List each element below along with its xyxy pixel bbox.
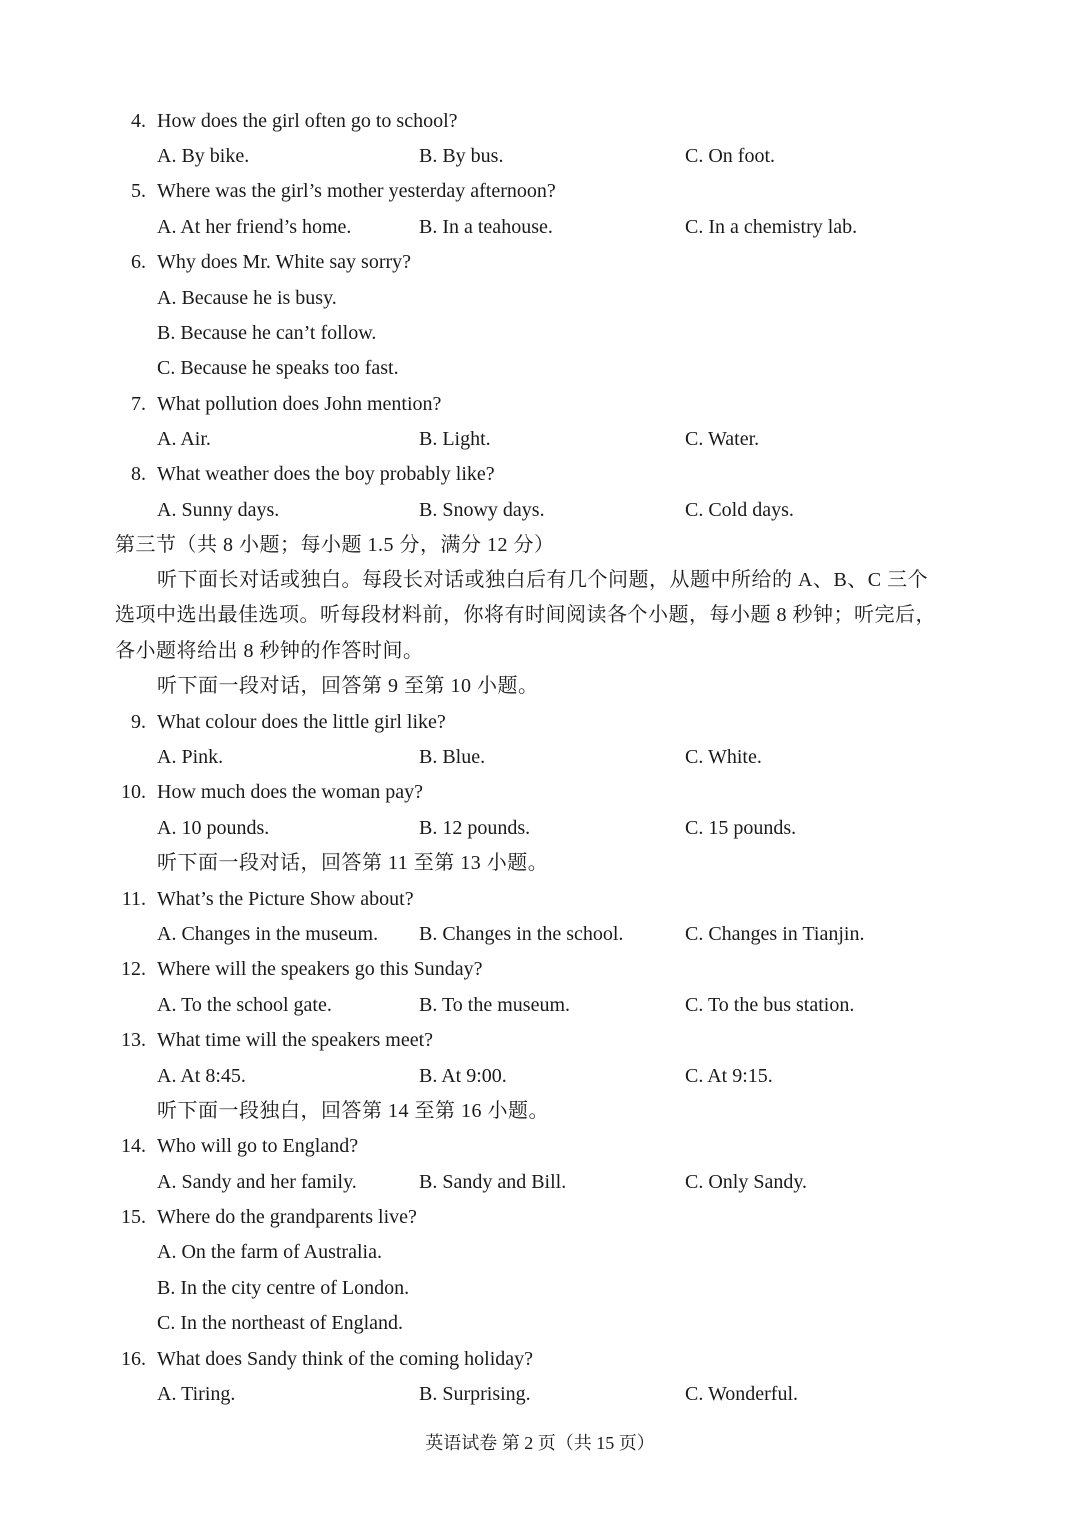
option-b: B. 12 pounds. (419, 817, 531, 839)
option-b: B. Snowy days. (419, 499, 545, 521)
instructions-line-3 (0, 634, 1080, 669)
option-c: C. In the northeast of England. (157, 1312, 404, 1334)
question-16 (0, 1342, 1080, 1377)
question-4-options (0, 139, 1080, 174)
section-title-text: 第三节（共 8 小题；每小题 1.5 分，满分 12 分） (115, 534, 555, 556)
instructions-text: 各小题将给出 8 秒钟的作答时间。 (115, 640, 424, 662)
question-number: 12. (121, 958, 146, 980)
question-10 (0, 775, 1080, 810)
question-text: What time will the speakers meet? (157, 1029, 434, 1051)
question-number: 14. (121, 1135, 146, 1157)
question-16-options (0, 1377, 1080, 1412)
option-b: B. Blue. (419, 746, 486, 768)
option-b: B. Sandy and Bill. (419, 1171, 567, 1193)
question-text: What’s the Picture Show about? (157, 888, 414, 910)
option-b: B. Surprising. (419, 1383, 531, 1405)
question-10-options (0, 811, 1080, 846)
question-12-options (0, 988, 1080, 1023)
question-7-options (0, 422, 1080, 457)
question-number: 11. (121, 888, 146, 910)
option-c: C. On foot. (685, 145, 775, 167)
option-c: C. To the bus station. (685, 994, 855, 1016)
option-c: C. Changes in Tianjin. (685, 923, 865, 945)
option-c: C. Water. (685, 428, 760, 450)
question-text: Why does Mr. White say sorry? (157, 251, 412, 273)
question-6-option-c (0, 351, 1080, 386)
question-number: 10. (121, 781, 146, 803)
question-11 (0, 882, 1080, 917)
option-a: A. By bike. (157, 145, 250, 167)
question-5 (0, 174, 1080, 209)
option-a: A. At 8:45. (157, 1065, 246, 1087)
question-6-option-b (0, 316, 1080, 351)
question-number: 4. (131, 110, 146, 132)
question-number: 6. (131, 251, 146, 273)
option-b: B. Changes in the school. (419, 923, 624, 945)
question-number: 5. (131, 180, 146, 202)
question-number: 13. (121, 1029, 146, 1051)
question-6-option-a (0, 281, 1080, 316)
question-text: Where will the speakers go this Sunday? (157, 958, 483, 980)
option-a: A. Because he is busy. (157, 287, 337, 309)
question-number: 16. (121, 1348, 146, 1370)
question-15 (0, 1200, 1080, 1235)
option-a: A. Changes in the museum. (157, 923, 379, 945)
question-8-options (0, 493, 1080, 528)
option-a: A. 10 pounds. (157, 817, 270, 839)
dialog-intro-1 (0, 669, 1080, 704)
option-c: C. Because he speaks too fast. (157, 357, 399, 379)
option-a: A. At her friend’s home. (157, 216, 352, 238)
question-11-options (0, 917, 1080, 952)
option-a: A. Pink. (157, 746, 224, 768)
question-9-options (0, 740, 1080, 775)
option-b: B. In a teahouse. (419, 216, 553, 238)
question-4 (0, 104, 1080, 139)
option-b: B. To the museum. (419, 994, 571, 1016)
option-a: A. Tiring. (157, 1383, 236, 1405)
page-footer: 英语试卷 第 2 页（共 15 页） (425, 1433, 655, 1453)
option-b: B. By bus. (419, 145, 504, 167)
question-text: What colour does the little girl like? (157, 711, 446, 733)
option-b: B. At 9:00. (419, 1065, 507, 1087)
option-a: A. Sunny days. (157, 499, 280, 521)
question-9 (0, 705, 1080, 740)
instructions-line-2 (0, 598, 1080, 633)
question-13 (0, 1023, 1080, 1058)
question-text: What does Sandy think of the coming holiday? (157, 1348, 534, 1370)
dialog-intro-2 (0, 846, 1080, 881)
dialog-intro-text: 听下面一段对话，回答第 9 至第 10 小题。 (157, 675, 539, 697)
question-15-option-a (0, 1235, 1080, 1270)
question-12 (0, 952, 1080, 987)
option-c: C. In a chemistry lab. (685, 216, 858, 238)
question-13-options (0, 1059, 1080, 1094)
monolog-intro-text: 听下面一段独白，回答第 14 至第 16 小题。 (157, 1100, 549, 1122)
question-14-options (0, 1165, 1080, 1200)
dialog-intro-text: 听下面一段对话，回答第 11 至第 13 小题。 (157, 852, 549, 874)
option-c: C. Cold days. (685, 499, 794, 521)
question-text: What weather does the boy probably like? (157, 463, 495, 485)
question-5-options (0, 210, 1080, 245)
option-a: A. Sandy and her family. (157, 1171, 357, 1193)
option-a: A. To the school gate. (157, 994, 332, 1016)
question-number: 15. (121, 1206, 146, 1228)
option-b: B. In the city centre of London. (157, 1277, 410, 1299)
option-b: B. Light. (419, 428, 491, 450)
question-7 (0, 387, 1080, 422)
option-c: C. 15 pounds. (685, 817, 797, 839)
question-text: How does the girl often go to school? (157, 110, 458, 132)
question-text: What pollution does John mention? (157, 393, 442, 415)
question-text: Where was the girl’s mother yesterday afternoon? (157, 180, 556, 202)
option-a: A. On the farm of Australia. (157, 1241, 382, 1263)
option-c: C. White. (685, 746, 762, 768)
question-6 (0, 245, 1080, 280)
question-number: 7. (131, 393, 146, 415)
instructions-line-1 (0, 563, 1080, 598)
question-number: 9. (131, 711, 146, 733)
option-c: C. At 9:15. (685, 1065, 773, 1087)
instructions-text: 选项中选出最佳选项。听每段材料前，你将有时间阅读各个小题，每小题 8 秒钟；听完后， (115, 604, 936, 626)
question-text: Where do the grandparents live? (157, 1206, 417, 1228)
monolog-intro (0, 1094, 1080, 1129)
question-15-option-c (0, 1306, 1080, 1341)
option-c: C. Wonderful. (685, 1383, 799, 1405)
question-text: How much does the woman pay? (157, 781, 424, 803)
question-8 (0, 457, 1080, 492)
question-15-option-b (0, 1271, 1080, 1306)
question-text: Who will go to England? (157, 1135, 359, 1157)
option-a: A. Air. (157, 428, 211, 450)
question-number: 8. (131, 463, 146, 485)
question-14 (0, 1129, 1080, 1164)
section-title (0, 528, 1080, 563)
option-c: C. Only Sandy. (685, 1171, 808, 1193)
instructions-text: 听下面长对话或独白。每段长对话或独白后有几个问题，从题中所给的 A、B、C 三个 (157, 569, 929, 591)
option-b: B. Because he can’t follow. (157, 322, 377, 344)
